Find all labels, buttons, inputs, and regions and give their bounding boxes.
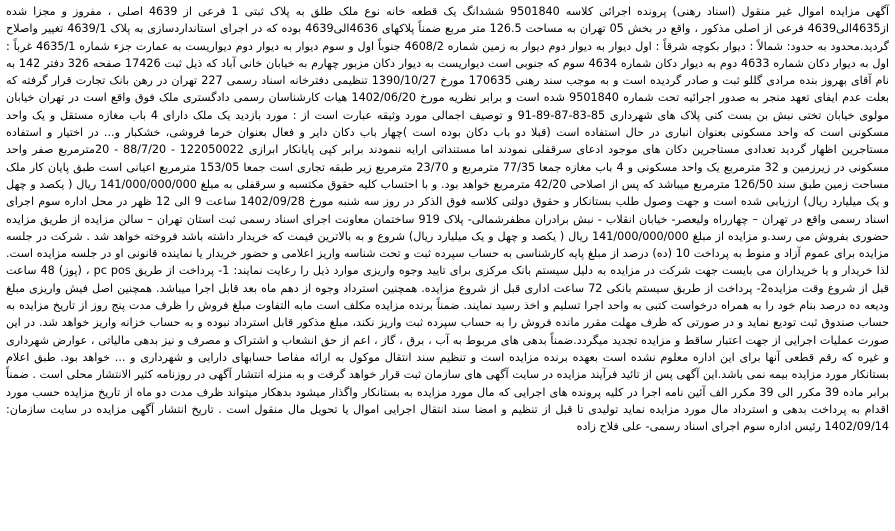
notice-body-text: آگهی مزایده اموال غیر منقول (اسناد رهنی) پرونده اجرائی کلاسه 9501840 ششدانگ یک قطعه خانه نوع ملک طلق به پلاک ثبتی 1 فرعی از 4639 اصلی ، مفروز و مجزا شده از4635الی4639 فرعی از اصلی مذکور ، واقع در بخش 05 تهران به مساحت 126.5 متر مربع ضمناً پلاکهای 4636الی4639 بوده که در اجرای استانداردسازی به پلاک 4639/1 تغییر واصلاح گردید.محدود به حدود: شمالاً : دیوار بکوچه شرقاً : اول دیوار به دیوار دوم دیوار به زمین شماره 4608/2 جنوباً اول و سوم دیوار به دیوار دوم دیواریست به عمارت جزء شماره 4635/1 غرباً : اول به دیوار دکان شماره 4633 دوم به دیوار دکان شماره 4634 سوم که جنوبی است دیواریست به دیوار دکان مزبور چهارم به خیابان خانی آباد که ذیل ثبت 17426 صفحه 326 دفتر 142 به نام آقای بهروز بنده مرادی گللو ثبت و صادر گردیده است و به موجب سند رهنی 170635 مورخ 1390/10/27 تنظیمی دفترخانه اسناد رسمی 227 تهران در رهن بانک تجارت قرار گرفته که بعلت عدم ایفای تعهد منجر به صدور اجرائیه تحت شماره 9501840 شده است و برابر نظریه مورخ 1402/06/20 هیات کارشناسان رسمی دادگستری ملک فوق واقع است در تهران خیابان مولوی خیابان تختی نبش بن بست کنی پلاک های شهرداری 85-83-87-89-91 و توصیف اجمالی مورد وثیقه عبارت است از : مورد بازدید یک ملک دارای 4 باب مغازه مستقل و یک واحد مسکونی است که واحد مسکونی بعنوان انباری در حال استفاده است (قبلا دو باب دکان بوده است )چهار باب دکان دایر و فعال بعنوان خرما فروشی، خشکبار و... در اختیار و استفاده مستاجرین اظهار گردید تعدادی مستاجرین دکان های موجود ادعای سرقفلی نمودند اما مستنداتی ارایه ننمودند برابر کپی پایانکار ابرازی 122050022 - 88/7/20 - 20مترمربع صفر واحد مسکونی در زیرزمین و 32 مترمربع یک واحد مسکونی و 4 باب مغازه جمعا 77/35 مترمربع و 23/70 مترمربع زیر طبقه تجاری است جمعا 153/05 مترمربع اعیانی است طبق پایان کار ملک مساحت زمین طبق سند 126/50 مترمربع میباشد که پس از اصلاحی 42/20 مترمربع خواهد بود. و با احتساب کلیه حقوق مکتسبه و سرقفلی به مبلغ 141/000/000/000 ریال ( یکصد و چهل و یک میلیارد ریال) ارزیابی شده است و جهت وصول طلب بستانکار و حقوق دولتی کلاسه فوق الذکر در روز سه شنبه مورخ 1402/09/28 ساعت 9 الی 12 ظهر در محل اداره سوم اجرای اسناد رسمی واقع در تهران – چهارراه ولیعصر- خیابان انقلاب - نبش برادران مظفرشمالی- پلاک 919 ساختمان معاونت اجرای اسناد رسمی ثبت استان تهران – سالن مزایده از طریق مزایده حضوری بفروش می رسد.و مزایده از مبلغ 141/000/000/000 ریال ( یکصد و چهل و یک میلیارد ریال) شروع و به بالاترین قیمت که خریدار داشته باشد فروخته خواهد شد . شرکت در جلسه مزایده برای عموم آزاد و منوط به پرداخت 10 (ده) درصد از مبلغ پایه کارشناسی به حساب سپرده ثبت و تحت شناسه واریز اعلامی و حضور خریدار یا نماینده قانونی او در جلسه مزایده است. لذا خریدار و یا خریداران می بایست جهت شرکت در مزایده به دلیل سیستم بانک مرکزی برای تایید وجوه واریزی موارد ذیل را رعایت نمایند: 1- پرداخت از طریق pc pos ، (پوز) 48 ساعت قبل از شروع وقت مزایده2- پرداخت از طریق سیستم بانکی 72 ساعت اداری قبل از شروع مزایده. همچنین استرداد وجوه از دهم ماه بعد قابل اجرا میباشد. همچنین اصل فیش واریزی مبلغ ودیعه ده درصد بنام خود را به همراه درخواست کتبی به واحد اجرا تسلیم و اخذ رسید نمایند. ضمناً برنده مزایده مکلف است مابه التفاوت مبلغ فروش را ظرف مدت پنج روز از تاریخ مزایده به حساب صندوق ثبت تودیع نماید و در صورتی که ظرف مهلت مقرر مانده فروش را به حساب سپرده ثبت واریز نکند، مبلغ مذکور قابل استرداد نبوده و به حساب خزانه واریز خواهد شد. در این صورت عملیات اجرایی از جهت اعتبار ساقط و مزایده تجدید میگردد.ضمناً بدهی های مربوط به آب ، برق ، گاز ، اعم از حق انشعاب و اشتراک و مصرف و نیز بدهی مالیاتی ، عوارض شهرداری و غیره که رقم قطعی آنها برای این اداره معلوم نشده است بعهده برنده مزایده است و تنظیم سند انتقال موکول به ارائه مفاصا حسابهای دارایی و شهرداری و ... خواهد بود. طبق اعلام بستانکار مورد مزایده بیمه نمی باشد.این آگهی پس از تائید فرآیند مزایده در سایت آگهی های سازمان ثبت قرار خواهد گرفت و به منزله انتشار آگهی در روزنامه کثیر الانتشار محلی است . ضمناً برابر ماده 39 مکرر الی 39 مکرر الف آئین نامه اجرا در کلیه پرونده های اجرایی که مال مورد مزایده به بستانکار واگذار میشود بدهکار میتواند ظرف مدت دو ماه از تاریخ مزایده حسب مورد اقدام به پرداخت بدهی و استرداد مال مورد مزایده نماید تولیدی تا قبل از تنظیم و امضا سند انتقال اجرایی اموال یا تحویل مال منقول است . تاریخ انتشار آگهی مزایده در سایت سازمان: 1402/09/14 رئیس اداره سوم اجرای اسناد رسمی- علی فلاح زاده (6, 5, 890, 434)
